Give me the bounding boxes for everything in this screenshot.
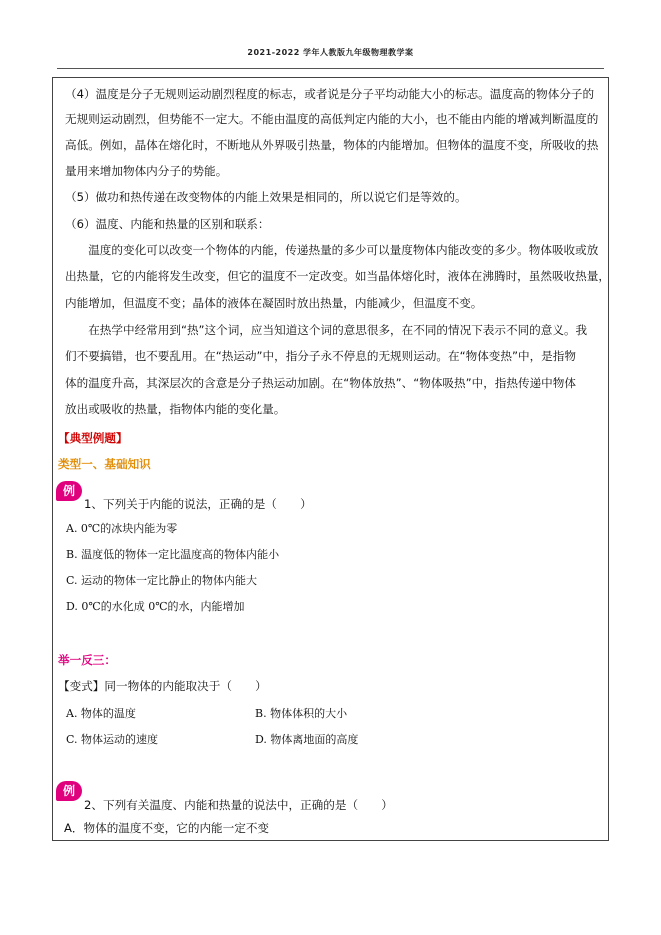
typical-examples-heading: 【典型例题】 <box>58 431 128 445</box>
page-header: 2021-2022 学年人教版九年级物理教学案 <box>247 48 414 57</box>
para-6b-line-2: 们不要搞错，也不要乱用。在“热运动”中，指分子永不停息的无规则运动。在“物体变热”中，是指物 <box>65 349 576 363</box>
para-6b-line-3: 体的温度升高，其深层次的含意是分子热运动加剧。在“物体放热”、“物体吸热”中，指热传递中物体 <box>65 376 576 390</box>
question-1-option-a: A. 0℃的冰块内能为零 <box>66 522 178 535</box>
para-6b-line-4: 放出或吸收的热量，指物体内能的变化量。 <box>65 402 286 416</box>
para-6: （6）温度、内能和热量的区别和联系： <box>65 217 270 231</box>
variant-option-c: C. 物体运动的速度 <box>66 733 159 746</box>
para-4-line-2: 无规则运动剧烈，但势能不一定大。不能由温度的高低判定内能的大小，也不能由内能的增减判断温度的 <box>65 112 599 126</box>
para-6a-line-3: 内能增加，但温度不变；晶体的液体在凝固时放出热量，内能减少，但温度不变。 <box>65 296 483 310</box>
para-4-line-3: 高低。例如，晶体在熔化时，不断地从外界吸引热量，物体的内能增加。但物体的温度不变，所吸收的热 <box>65 138 599 152</box>
para-5: （5）做功和热传递在改变物体的内能上效果是相同的，所以说它们是等效的。 <box>65 190 467 204</box>
follow-up-heading: 举一反三： <box>58 653 116 667</box>
variant-option-b: B. 物体体积的大小 <box>255 707 348 720</box>
para-4-line-1: （4）温度是分子无规则运动剧烈程度的标志，或者说是分子平均动能大小的标志。温度高的物体分子的 <box>65 87 595 101</box>
question-1-option-c: C. 运动的物体一定比静止的物体内能大 <box>66 574 258 587</box>
para-6a-line-2: 出热量，它的内能将发生改变，但它的温度不一定改变。如当晶体熔化时，液体在沸腾时，虽然吸收热量， <box>65 269 610 283</box>
variant-option-d: D. 物体离地面的高度 <box>255 733 359 746</box>
type-one-heading: 类型一、基础知识 <box>58 457 151 471</box>
para-4-line-4: 量用来增加物体内分子的势能。 <box>65 164 228 178</box>
question-1-stem: 1、下列关于内能的说法，正确的是（ ） <box>84 497 312 511</box>
question-2-stem: 2、下列有关温度、内能和热量的说法中，正确的是（ ） <box>84 798 393 812</box>
para-6a-line-1: 温度的变化可以改变一个物体的内能，传递热量的多少可以量度物体内能改变的多少。物体吸收或放 <box>65 243 599 257</box>
question-1-option-d: D. 0℃的水化成 0℃的水，内能增加 <box>66 600 245 613</box>
variant-stem: 【变式】同一物体的内能取决于（ ） <box>58 679 267 693</box>
question-2-option-a: A．物体的温度不变，它的内能一定不变 <box>64 821 270 835</box>
header-rule <box>57 68 604 69</box>
variant-option-a: A. 物体的温度 <box>66 707 136 720</box>
question-1-option-b: B. 温度低的物体一定比温度高的物体内能小 <box>66 548 280 561</box>
example-badge-2: 例 <box>56 781 82 801</box>
example-badge-1: 例 <box>56 481 82 501</box>
para-6b-line-1: 在热学中经常用到“热”这个词，应当知道这个词的意思很多，在不同的情况下表示不同的意义。我 <box>65 323 588 337</box>
